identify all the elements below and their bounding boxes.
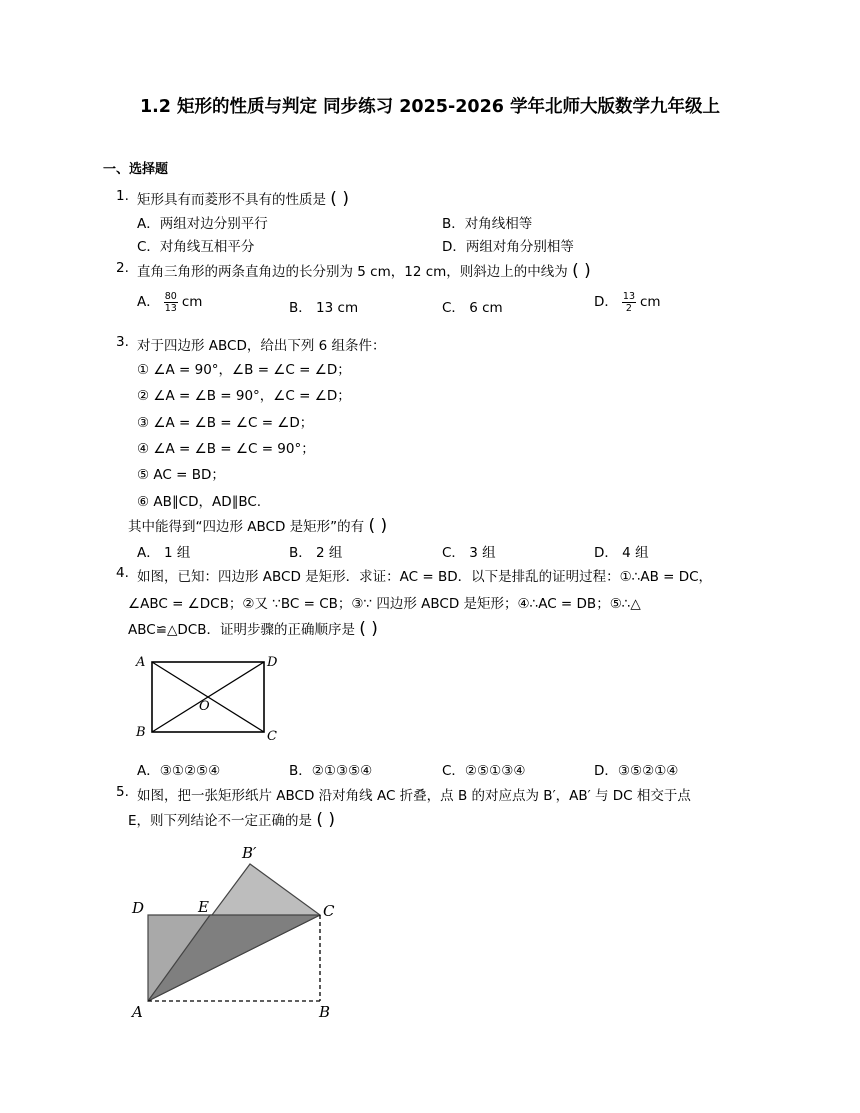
q5-line-2 (128, 809, 335, 830)
fraction-denominator: 2 (625, 302, 632, 314)
q4-rectangle-figure (130, 648, 290, 744)
q2-option-d-unit: cm (640, 294, 661, 310)
q2-answer-paren: ( ) (572, 261, 591, 281)
q4-option-b[interactable]: B．②①③⑤④ (289, 763, 373, 779)
q5-answer-paren: ( ) (316, 810, 335, 830)
label-a: A (132, 1003, 143, 1021)
q4-answer-paren: ( ) (359, 619, 378, 639)
q3-number: 3. (116, 334, 129, 350)
q3-condition-2: ② ∠A = ∠B = 90°，∠C = ∠D； (137, 388, 351, 404)
q4-line-1: 如图，已知：四边形 ABCD 是矩形．求证：AC = BD．以下是排乱的证明过程：①∴AB = DC， (137, 569, 713, 585)
q4-option-d[interactable]: D．③⑤②①④ (594, 763, 679, 779)
q2-option-d-label: D． (594, 294, 618, 310)
q2-option-a-unit: cm (181, 294, 203, 310)
fraction-numerator: 80 (164, 290, 177, 302)
fraction-numerator: 13 (622, 290, 635, 302)
label-b: B (136, 725, 146, 740)
q2-option-c[interactable]: C． 6 cm (442, 300, 503, 316)
q3-condition-1: ① ∠A = 90°，∠B = ∠C = ∠D； (137, 362, 351, 378)
label-c: C (267, 729, 277, 744)
q5-line-1: 如图，把一张矩形纸片 ABCD 沿对角线 AC 折叠，点 B 的对应点为 B′，AB′ 与 DC 相交于点 (137, 788, 691, 804)
q1-number: 1. (116, 188, 129, 204)
q2-option-d-fraction (622, 291, 636, 314)
q2-option-b[interactable]: B． 13 cm (289, 300, 359, 316)
q2-option-d[interactable] (594, 290, 661, 314)
page-title: 1.2 矩形的性质与判定 同步练习 2025-2026 学年北师大版数学九年级上 (139, 97, 721, 117)
q1-option-d[interactable]: D．两组对角分别相等 (442, 239, 574, 255)
q2-number: 2. (116, 260, 129, 276)
q4-line-3 (128, 618, 378, 639)
q3-option-d[interactable]: D． 4 组 (594, 545, 649, 561)
q3-condition-4: ④ ∠A = ∠B = ∠C = 90°； (137, 441, 315, 457)
q5-folding-figure (120, 838, 360, 1028)
q3-option-b[interactable]: B． 2 组 (289, 545, 343, 561)
q3-condition-5: ⑤ AC = BD； (137, 467, 225, 483)
q3-stem: 对于四边形 ABCD，给出下列 6 组条件： (137, 338, 386, 354)
q4-line-3-text: ABC≌△DCB．证明步骤的正确顺序是 (128, 622, 355, 638)
q1-stem (137, 188, 349, 209)
label-a: A (136, 655, 146, 670)
q4-number: 4. (116, 565, 129, 581)
q1-option-c[interactable]: C．对角线互相平分 (137, 239, 255, 255)
q3-answer-paren: ( ) (368, 516, 388, 536)
q4-line-2: ∠ABC = ∠DCB；②又 ∵BC = CB；③∵ 四边形 ABCD 是矩形；④∴AC = DB；⑤∴△ (128, 596, 641, 612)
q5-line-2-text: E，则下列结论不一定正确的是 (128, 813, 313, 829)
q1-option-a[interactable]: A．两组对边分别平行 (137, 216, 268, 232)
q2-stem-text: 直角三角形的两条直角边的长分别为 5 cm，12 cm，则斜边上的中线为 (137, 264, 568, 280)
section-heading: 一、选择题 (103, 162, 169, 177)
q4-option-c[interactable]: C．②⑤①③④ (442, 763, 526, 779)
q3-option-a[interactable]: A． 1 组 (137, 545, 191, 561)
q2-option-a[interactable] (137, 290, 202, 314)
q2-stem (137, 260, 591, 281)
q2-option-a-fraction (164, 291, 178, 314)
q3-condition-6: ⑥ AB∥CD，AD∥BC. (137, 494, 262, 510)
label-o: O (199, 699, 210, 714)
q3-option-c[interactable]: C． 3 组 (442, 545, 496, 561)
label-e: E (198, 898, 209, 916)
q1-option-b[interactable]: B．对角线相等 (442, 216, 533, 232)
q1-answer-paren: ( ) (330, 189, 349, 209)
q3-condition-3: ③ ∠A = ∠B = ∠C = ∠D； (137, 415, 314, 431)
label-b: B (319, 1003, 331, 1021)
fraction-denominator: 13 (164, 302, 177, 314)
q5-number: 5. (116, 784, 129, 800)
label-b-prime: B′ (242, 844, 257, 862)
label-c: C (323, 902, 335, 920)
q4-option-a[interactable]: A．③①②⑤④ (137, 763, 221, 779)
label-d: D (132, 899, 145, 917)
q2-option-a-label: A． (137, 294, 160, 310)
q3-question-text: 其中能得到“四边形 ABCD 是矩形”的有 (128, 519, 365, 535)
q3-question (128, 515, 387, 536)
q1-stem-text: 矩形具有而菱形不具有的性质是 (137, 192, 326, 208)
label-d: D (267, 655, 278, 670)
